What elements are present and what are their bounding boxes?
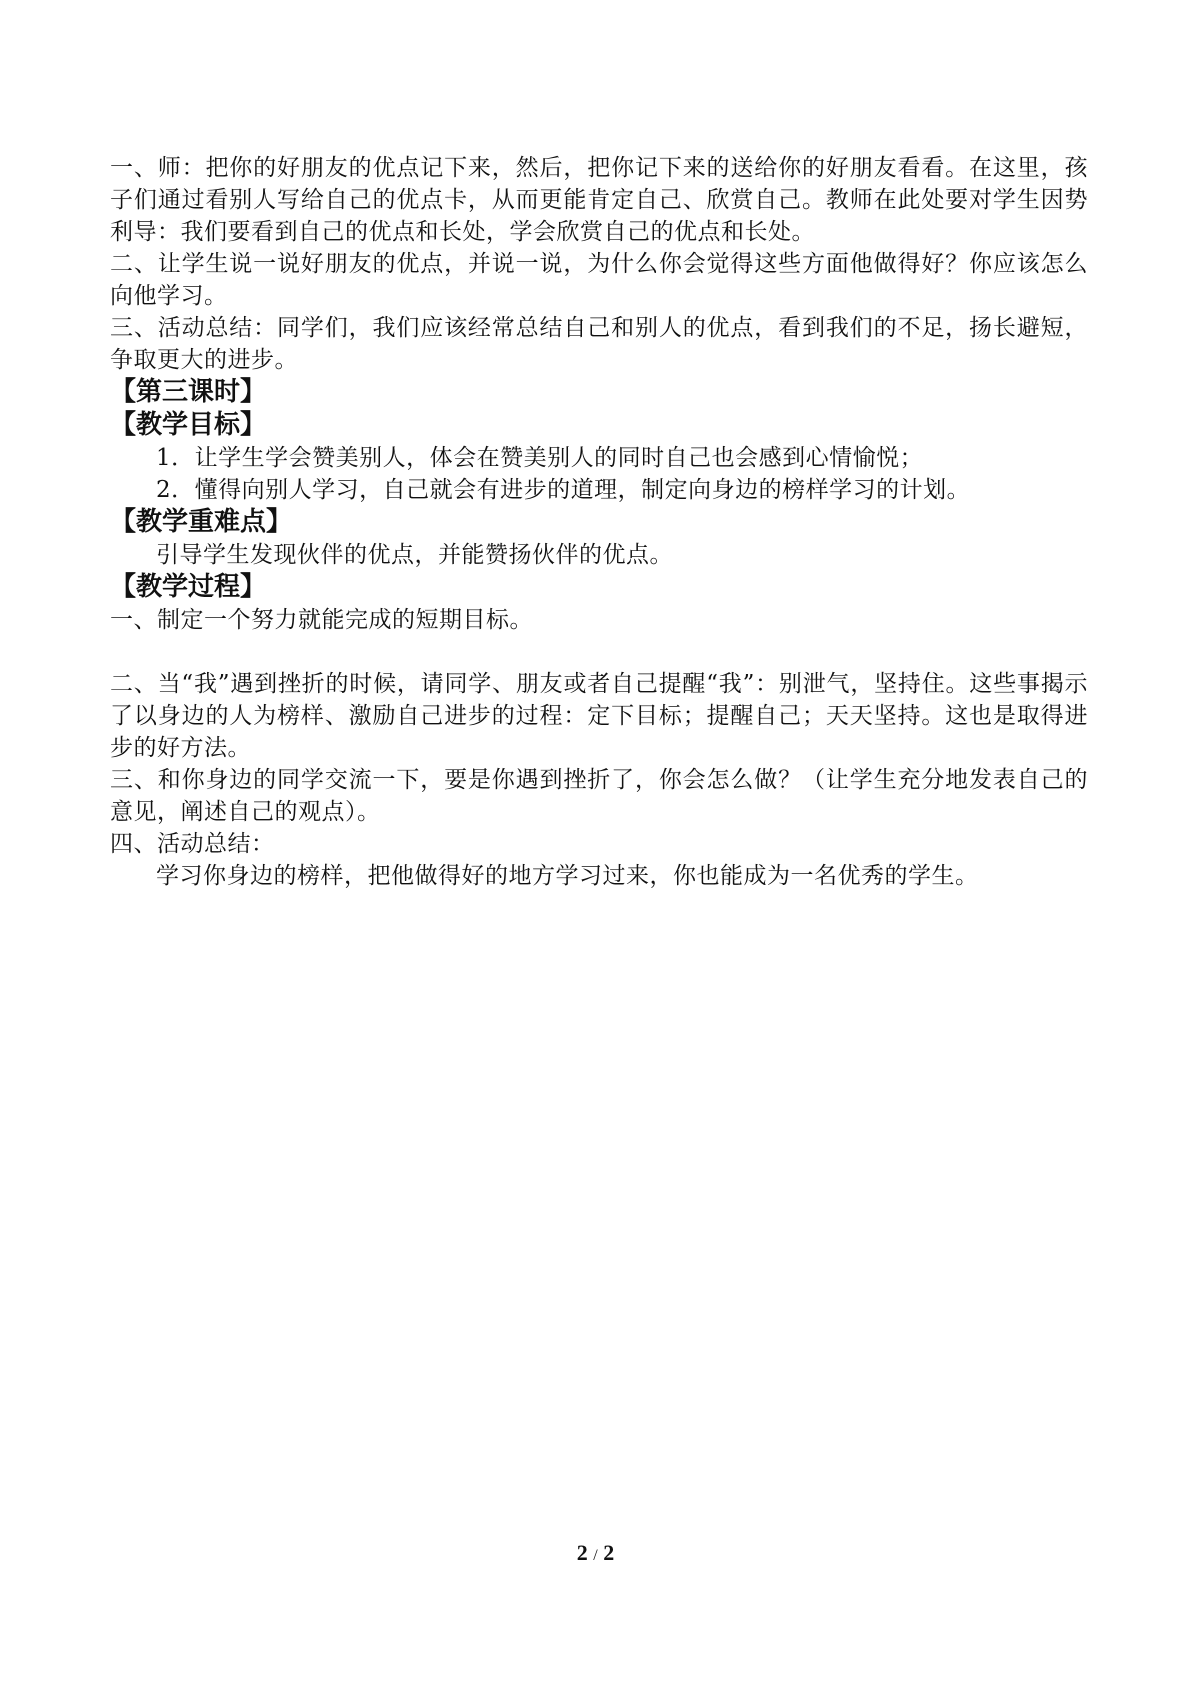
paragraph-student-discussion: 二、让学生说一说好朋友的优点，并说一说，为什么你会觉得这些方面他做得好？你应该怎么向他学习。 — [110, 251, 1088, 309]
heading-teaching-goals: 【教学目标】 — [110, 410, 267, 440]
goal-item-2: 2．懂得向别人学习，自己就会有进步的道理，制定向身边的榜样学习的计划。 — [156, 477, 971, 503]
heading-teaching-process: 【教学过程】 — [110, 572, 267, 602]
page-separator: / — [593, 1547, 598, 1564]
process-step-1: 一、制定一个努力就能完成的短期目标。 — [110, 607, 533, 633]
key-points-text: 引导学生发现伙伴的优点，并能赞扬伙伴的优点。 — [156, 542, 673, 568]
goal-item-1: 1．让学生学会赞美别人，体会在赞美别人的同时自己也会感到心情愉悦； — [156, 445, 924, 471]
page-content — [110, 152, 1088, 892]
paragraph-activity-summary: 三、活动总结：同学们，我们应该经常总结自己和别人的优点，看到我们的不足，扬长避短，争取更大的进步。 — [110, 315, 1088, 373]
total-page-number: 2 — [603, 1540, 615, 1565]
heading-key-points: 【教学重难点】 — [110, 507, 293, 537]
current-page-number: 2 — [576, 1540, 588, 1565]
process-step-4: 四、活动总结： — [110, 831, 275, 857]
process-step-4-text: 学习你身边的榜样，把他做得好的地方学习过来，你也能成为一名优秀的学生。 — [156, 863, 979, 889]
blank-line — [110, 636, 1088, 668]
page-number-footer — [0, 1540, 1191, 1566]
heading-third-lesson: 【第三课时】 — [110, 377, 267, 407]
process-step-2: 二、当“我”遇到挫折的时候，请同学、朋友或者自己提醒“我”：别泄气，坚持住。这些事揭示了以身边的人为榜样、激励自己进步的过程：定下目标；提醒自己；天天坚持。这也是取得进步的好方法。 — [110, 671, 1088, 761]
process-step-3: 三、和你身边的同学交流一下，要是你遇到挫折了，你会怎么做？（让学生充分地发表自己的意见，阐述自己的观点）。 — [110, 767, 1088, 825]
paragraph-teacher-instruction: 一、师：把你的好朋友的优点记下来，然后，把你记下来的送给你的好朋友看看。在这里，孩子们通过看别人写给自己的优点卡，从而更能肯定自己、欣赏自己。教师在此处要对学生因势利导：我们要看到自己的优点和长处，学会欣赏自己的优点和长处。 — [110, 155, 1088, 245]
